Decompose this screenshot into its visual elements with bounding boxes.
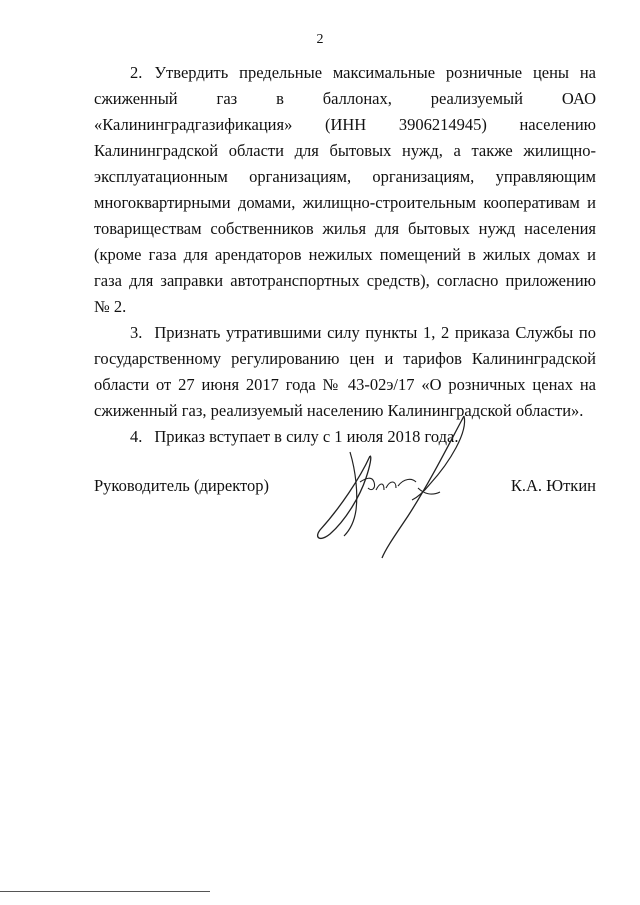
document-body <box>94 60 596 450</box>
paragraph-3 <box>94 320 596 424</box>
signer-name: К.А. Юткин <box>510 476 596 495</box>
paragraph-number: 2. <box>130 63 143 82</box>
paragraph-text: Приказ вступает в силу с 1 июля 2018 года. <box>154 427 459 446</box>
signature-block <box>94 476 596 506</box>
paragraph-text: Утвердить предельные максимальные розничные цены на сжиженный газ в баллонах, реализуемый ОАО «Калининградгазификация» (ИНН 3906214945) населению Калининградской области для бытовых нужд, а также жилищно-эксплуатационным организациям, организациям, управляющим многоквартирными домами, жилищно-строительным кооперативам и товариществам собственников жилья для бытовых нужд населения (кроме газа для арендаторов нежилых помещений в жилых домах и газа для заправки автотранспортных средств), согласно приложению № 2. <box>94 63 596 316</box>
paragraph-2 <box>94 60 596 320</box>
page-number: 2 <box>316 32 324 47</box>
paragraph-number: 4. <box>130 427 143 446</box>
paragraph-text: Признать утратившими силу пункты 1, 2 приказа Службы по государственному регулированию цен и тарифов Калининградской области от 27 июня 2017 года № 43-02э/17 «О розничных ценах на сжиженный газ, реализуемый населению Калининградской области». <box>94 323 596 420</box>
paragraph-number: 3. <box>130 323 143 342</box>
footer-divider <box>0 891 210 892</box>
signer-position: Руководитель (директор) <box>94 476 270 495</box>
